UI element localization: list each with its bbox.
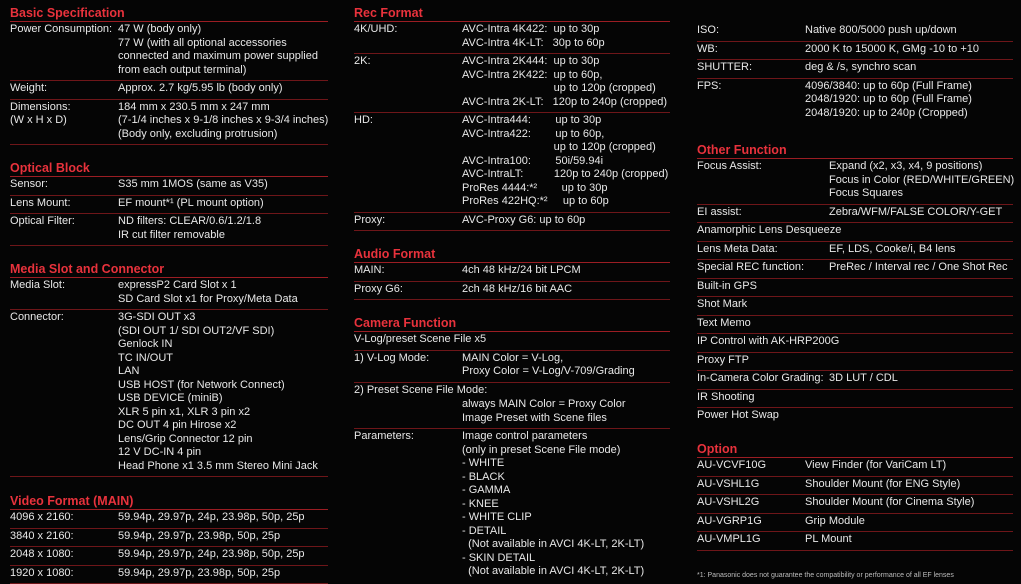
spec-row [10,214,328,246]
spec-value: EF mount*¹ (PL mount option) [118,197,328,211]
spec-value: Expand (x2, x3, x4, 9 positions) Focus in Color (RED/WHITE/GREEN) Focus Squares [829,160,1014,201]
spec-row [697,205,1013,224]
spec-value: 3D LUT / CDL [829,372,1013,386]
spec-row [697,408,1013,426]
spec-row [10,278,328,310]
section-title: Audio Format [354,246,670,263]
spec-label: Power Consumption: [10,23,118,77]
spec-value: PL Mount [805,533,1013,547]
spec-label: V-Log/preset Scene File x5 [354,333,670,347]
spec-label: AU-VMPL1G [697,533,805,547]
spec-label: Special REC function: [697,261,829,275]
section-title: Option [697,441,1013,458]
spec-value: Approx. 2.7 kg/5.95 lb (body only) [118,82,328,96]
section-basic-specification [10,5,328,145]
spec-value: 47 W (body only) 77 W (with all optional accessories connected and maximum power supplied from each output terminal) [118,23,328,77]
section-camera-function [354,315,670,582]
spec-row [697,79,1013,124]
spec-row [10,100,328,146]
spec-row [354,383,670,398]
spec-value: 4ch 48 kHz/24 bit LPCM [462,264,670,278]
section-title: Other Function [697,142,1013,159]
spec-row [697,458,1013,477]
spec-row [697,390,1013,409]
spec-row [697,371,1013,390]
spec-row [697,242,1013,261]
spec-value: AVC-Intra 4K422: up to 30p AVC-Intra 4K-LT: 30p to 60p [462,23,670,50]
spec-row [697,334,1013,353]
spec-value: S35 mm 1MOS (same as V35) [118,178,328,192]
spec-label: In-Camera Color Grading: [697,372,829,386]
spec-label: Anamorphic Lens Desqueeze [697,224,1013,238]
spec-row [354,351,670,383]
spec-value: 4096/3840: up to 60p (Full Frame) 2048/1920: up to 60p (Full Frame) 2048/1920: up to 240p (Cropped) [805,80,1013,121]
spec-value: EF, LDS, Cooke/i, B4 lens [829,243,1013,257]
section-video-format [10,493,328,584]
spec-value: 3G-SDI OUT x3 (SDI OUT 1/ SDI OUT2/VF SDI) Genlock IN TC IN/OUT LAN USB HOST (for Network Connect) USB DEVICE (miniB) XLR 5 pin x1, XLR 3 pin x2 DC OUT 4 pin Hirose x2 Lens/Grip Connector 12 pin 12 V DC-IN 4 pin Head Phone x1 3.5 mm Stereo Mini Jack [118,311,328,473]
spec-value: Native 800/5000 push up/down [805,24,1013,38]
spec-label: 4K/UHD: [354,23,462,50]
spec-row [10,510,328,529]
spec-row [354,213,670,232]
spec-row [697,60,1013,79]
spec-row [354,397,670,429]
spec-value: 59.94p, 29.97p, 23.98p, 50p, 25p [118,530,328,544]
spec-label: 3840 x 2160: [10,530,118,544]
spec-label: Weight: [10,82,118,96]
spec-row [697,42,1013,61]
spec-value: 59.94p, 29.97p, 23.98p, 50p, 25p [118,567,328,581]
spec-label: MAIN: [354,264,462,278]
spec-row [697,353,1013,372]
spec-label: 2K: [354,55,462,109]
spec-label: AU-VGRP1G [697,515,805,529]
spec-label: Proxy FTP [697,354,1013,368]
spec-row [697,316,1013,335]
section-option [697,441,1013,551]
section-camera-spec [697,23,1013,123]
spec-label: Power Hot Swap [697,409,1013,423]
spec-label: Proxy G6: [354,283,462,297]
spec-label: Sensor: [10,178,118,192]
spec-row [354,263,670,282]
spec-label: SHUTTER: [697,61,805,75]
spec-value: always MAIN Color = Proxy Color Image Preset with Scene files [462,398,670,425]
spec-value: Grip Module [805,515,1013,529]
spec-label: Lens Meta Data: [697,243,829,257]
section-title: Video Format (MAIN) [10,493,328,510]
section-optical-block [10,160,328,246]
spec-value: PreRec / Interval rec / One Shot Rec [829,261,1013,275]
spec-row [10,196,328,215]
spec-row [697,279,1013,298]
spec-label: IR Shooting [697,391,1013,405]
spec-label: Focus Assist: [697,160,829,201]
spec-value: View Finder (for VariCam LT) [805,459,1013,473]
spec-label: 2048 x 1080: [10,548,118,562]
spec-label: AU-VSHL1G [697,478,805,492]
spec-label: Parameters: [354,430,462,579]
spec-value: 184 mm x 230.5 mm x 247 mm (7-1/4 inches x 9-1/8 inches x 9-3/4 inches) (Body only, excluding protrusion) [118,101,328,142]
spec-value: 59.94p, 29.97p, 24p, 23.98p, 50p, 25p [118,511,328,525]
spec-label: FPS: [697,80,805,121]
spec-row [354,113,670,213]
spec-label [354,398,462,425]
spec-label: WB: [697,43,805,57]
spec-label: 1920 x 1080: [10,567,118,581]
spec-value: Shoulder Mount (for ENG Style) [805,478,1013,492]
spec-value: AVC-Intra 2K444: up to 30p AVC-Intra 2K422: up to 60p, up to 120p (cropped) AVC-Intra 2K-LT: 120p to 240p (cropped) [462,55,670,109]
spec-label: 4096 x 2160: [10,511,118,525]
spec-row [697,260,1013,279]
spec-label: IP Control with AK-HRP200G [697,335,1013,349]
spec-value: Shoulder Mount (for Cinema Style) [805,496,1013,510]
spec-value: MAIN Color = V-Log, Proxy Color = V-Log/V-709/Grading [462,352,670,379]
spec-label: ISO: [697,24,805,38]
spec-value: expressP2 Card Slot x 1 SD Card Slot x1 for Proxy/Meta Data [118,279,328,306]
section-title: Optical Block [10,160,328,177]
spec-row [697,514,1013,533]
spec-value: 59.94p, 29.97p, 24p, 23.98p, 50p, 25p [118,548,328,562]
section-title: Media Slot and Connector [10,261,328,278]
spec-row [354,282,670,301]
spec-label: Dimensions: (W x H x D) [10,101,118,142]
spec-label: Lens Mount: [10,197,118,211]
spec-row [697,23,1013,42]
spec-row [354,332,670,351]
spec-row [697,159,1013,205]
spec-value: Image control parameters (only in preset Scene File mode) - WHITE - BLACK - GAMMA - KNEE - WHITE CLIP - DETAIL (Not available in AVCI 4K-LT, 2K-LT) - SKIN DETAIL (Not available in AVCI 4K-LT, 2K-LT) [462,430,670,579]
section-title: Basic Specification [10,5,328,22]
section-media-slot [10,261,328,477]
spec-label: 2) Preset Scene File Mode: [354,384,670,398]
section-title: Camera Function [354,315,670,332]
spec-value: AVC-Intra444: up to 30p AVC-Intra422: up to 60p, up to 120p (cropped) AVC-Intra100: 50i/59.94i AVC-IntraLT: 120p to 240p (cropped) ProRes 4444:*² up to 30p ProRes 422HQ:*² up to 60p [462,114,670,209]
spec-row [697,532,1013,551]
spec-value: ND filters: CLEAR/0.6/1.2/1.8 IR cut filter removable [118,215,328,242]
spec-row [697,477,1013,496]
spec-label: EI assist: [697,206,829,220]
footnote: *1: Panasonic does not guarantee the compatibility or performance of all EF lenses [697,571,954,580]
spec-row [10,177,328,196]
spec-row [354,22,670,54]
spec-row [697,495,1013,514]
spec-value: 2ch 48 kHz/16 bit AAC [462,283,670,297]
spec-label: AU-VCVF10G [697,459,805,473]
spec-label: Optical Filter: [10,215,118,242]
spec-row [354,429,670,582]
spec-row [10,547,328,566]
spec-label: AU-VSHL2G [697,496,805,510]
spec-row [10,81,328,100]
section-audio-format [354,246,670,300]
spec-value: deg & /s, synchro scan [805,61,1013,75]
spec-label: 1) V-Log Mode: [354,352,462,379]
spec-row [354,54,670,113]
spec-value: AVC-Proxy G6: up to 60p [462,214,670,228]
spec-row [10,22,328,81]
spec-value: 2000 K to 15000 K, GMg -10 to +10 [805,43,1013,57]
spec-label: HD: [354,114,462,209]
spec-row [697,223,1013,242]
section-title: Rec Format [354,5,670,22]
spec-label: Text Memo [697,317,1013,331]
spec-row [10,529,328,548]
spec-row [10,310,328,477]
spec-label: Media Slot: [10,279,118,306]
spec-label: Built-in GPS [697,280,1013,294]
spec-label: Shot Mark [697,298,1013,312]
section-rec-format [354,5,670,231]
spec-row [10,566,328,584]
section-other-function [697,142,1013,426]
spec-label: Proxy: [354,214,462,228]
spec-row [697,297,1013,316]
spec-value: Zebra/WFM/FALSE COLOR/Y-GET [829,206,1013,220]
spec-label: Connector: [10,311,118,473]
